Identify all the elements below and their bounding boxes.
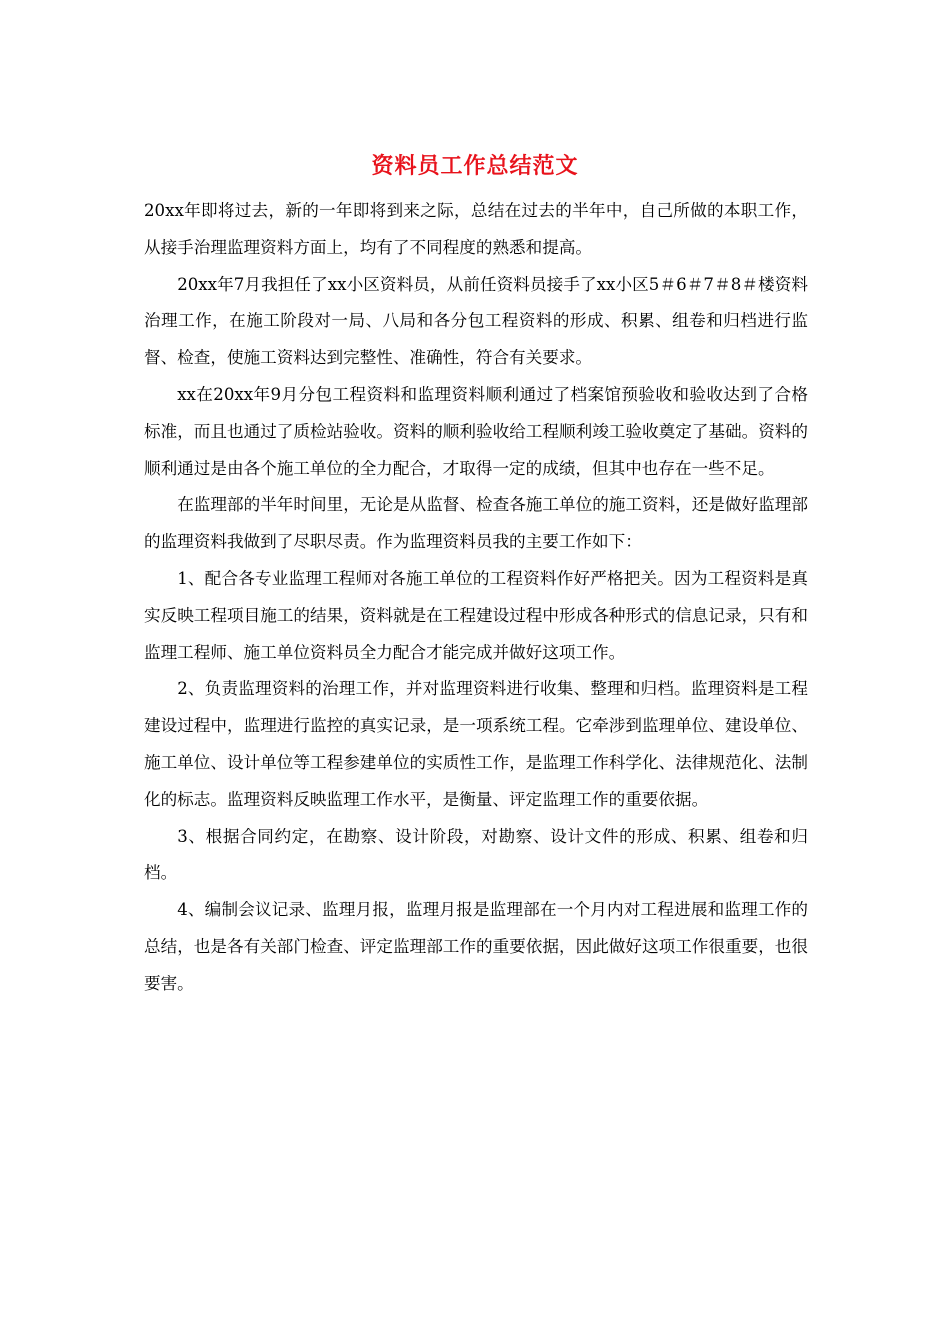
paragraph-acceptance: xx在20xx年9月分包工程资料和监理资料顺利通过了档案馆预验收和验收达到了合格标准，而且也通过了质检站验收。资料的顺利验收给工程顺利竣工验收奠定了基础。资料的顺利通过是由各个施工单位的全力配合，才取得一定的成绩，但其中也存在一些不足。 — [144, 384, 808, 478]
paragraph-duties-intro: 在监理部的半年时间里，无论是从监督、检查各施工单位的施工资料，还是做好监理部的监理资料我做到了尽职尽责。作为监理资料员我的主要工作如下： — [144, 495, 808, 552]
page-title: 资料员工作总结范文 — [371, 154, 579, 179]
paragraph-duty-2: 2、负责监理资料的治理工作，并对监理资料进行收集、整理和归档。监理资料是工程建设过程中，监理进行监控的真实记录，是一项系统工程。它牵涉到监理单位、建设单位、施工单位、设计单位等工程参建单位的实质性工作，是监理工作科学化、法律规范化、法制化的标志。监理资料反映监理工作水平，是衡量、评定监理工作的重要依据。 — [144, 679, 808, 809]
paragraph-duty-3: 3、根据合同约定，在勘察、设计阶段，对勘察、设计文件的形成、积累、组卷和归档。 — [144, 826, 808, 883]
paragraph-appointment: 20xx年7月我担任了xx小区资料员，从前任资料员接手了xx小区5＃6＃7＃8＃楼资料治理工作，在施工阶段对一局、八局和各分包工程资料的形成、积累、组卷和归档进行监督、检查，使施工资料达到完整性、准确性，符合有关要求。 — [144, 274, 808, 368]
paragraph-intro: 20xx年即将过去，新的一年即将到来之际，总结在过去的半年中，自己所做的本职工作，从接手治理监理资料方面上，均有了不同程度的熟悉和提高。 — [144, 201, 808, 257]
paragraph-duty-1: 1、配合各专业监理工程师对各施工单位的工程资料作好严格把关。因为工程资料是真实反映工程项目施工的结果，资料就是在工程建设过程中形成各种形式的信息记录，只有和监理工程师、施工单位资料员全力配合才能完成并做好这项工作。 — [144, 568, 808, 662]
document-body — [144, 193, 808, 1003]
paragraph-duty-4: 4、编制会议记录、监理月报，监理月报是监理部在一个月内对工程进展和监理工作的总结，也是各有关部门检查、评定监理部工作的重要依据，因此做好这项工作很重要，也很要害。 — [144, 900, 808, 993]
